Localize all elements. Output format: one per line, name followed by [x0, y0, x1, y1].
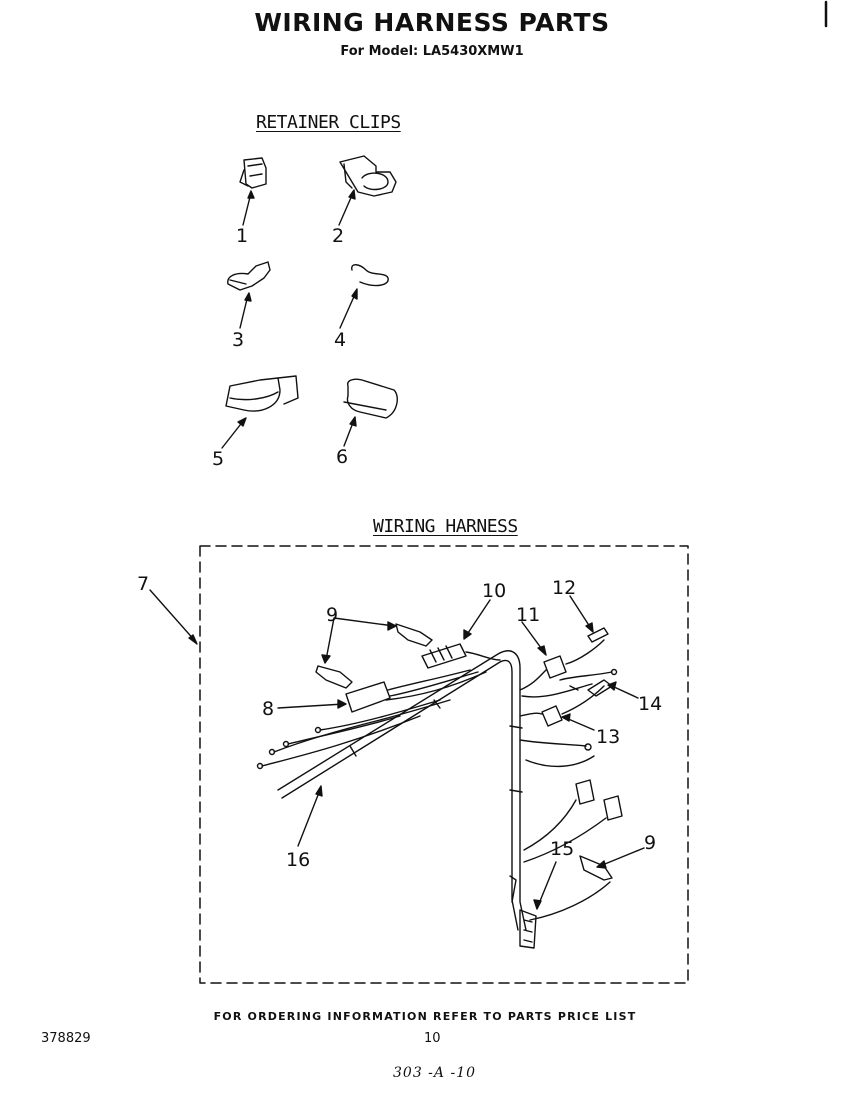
retainer-clips-heading: RETAINER CLIPS [256, 112, 401, 133]
handwritten-note: 303 -A -10 [393, 1065, 477, 1081]
retainer-clip-2-drawing [340, 156, 396, 196]
callout-9-bottom: 9 [644, 832, 657, 854]
callout-2: 2 [332, 225, 345, 247]
harness-leader-lines [298, 596, 644, 909]
retainer-clip-5-drawing [226, 376, 298, 411]
callout-6: 6 [336, 446, 349, 468]
leader-7 [150, 590, 196, 642]
callout-1: 1 [236, 225, 249, 247]
callout-8: 8 [262, 698, 275, 720]
page-number: 10 [424, 1031, 441, 1046]
connector-10 [422, 600, 500, 668]
retainer-clip-1-drawing [240, 158, 266, 188]
retainer-clip-3-drawing [228, 262, 270, 290]
callout-4: 4 [334, 329, 347, 351]
callout-16: 16 [286, 849, 311, 871]
ordering-note: FOR ORDERING INFORMATION REFER TO PARTS PRICE LIST [213, 1010, 637, 1023]
retainer-clip-6-drawing [344, 379, 397, 418]
terminal-9-top [316, 618, 432, 688]
callout-7: 7 [137, 573, 150, 595]
callout-13: 13 [596, 726, 621, 748]
callout-10: 10 [482, 580, 507, 602]
callout-14: 14 [638, 693, 663, 715]
loose-wires-left [258, 700, 451, 769]
document-number: 378829 [41, 1031, 91, 1046]
callout-11: 11 [516, 604, 541, 626]
retainer-clip-4-drawing [352, 265, 388, 286]
callout-12: 12 [552, 577, 577, 599]
harness-dashed-box [200, 546, 688, 983]
callout-3: 3 [232, 329, 245, 351]
wiring-harness-heading: WIRING HARNESS [373, 516, 518, 537]
model-subtitle: For Model: LA5430XMW1 [340, 44, 524, 59]
callout-5: 5 [212, 448, 225, 470]
page-title: WIRING HARNESS PARTS [254, 8, 610, 37]
callout-15: 15 [550, 838, 575, 860]
callout-9-top: 9 [326, 604, 339, 626]
